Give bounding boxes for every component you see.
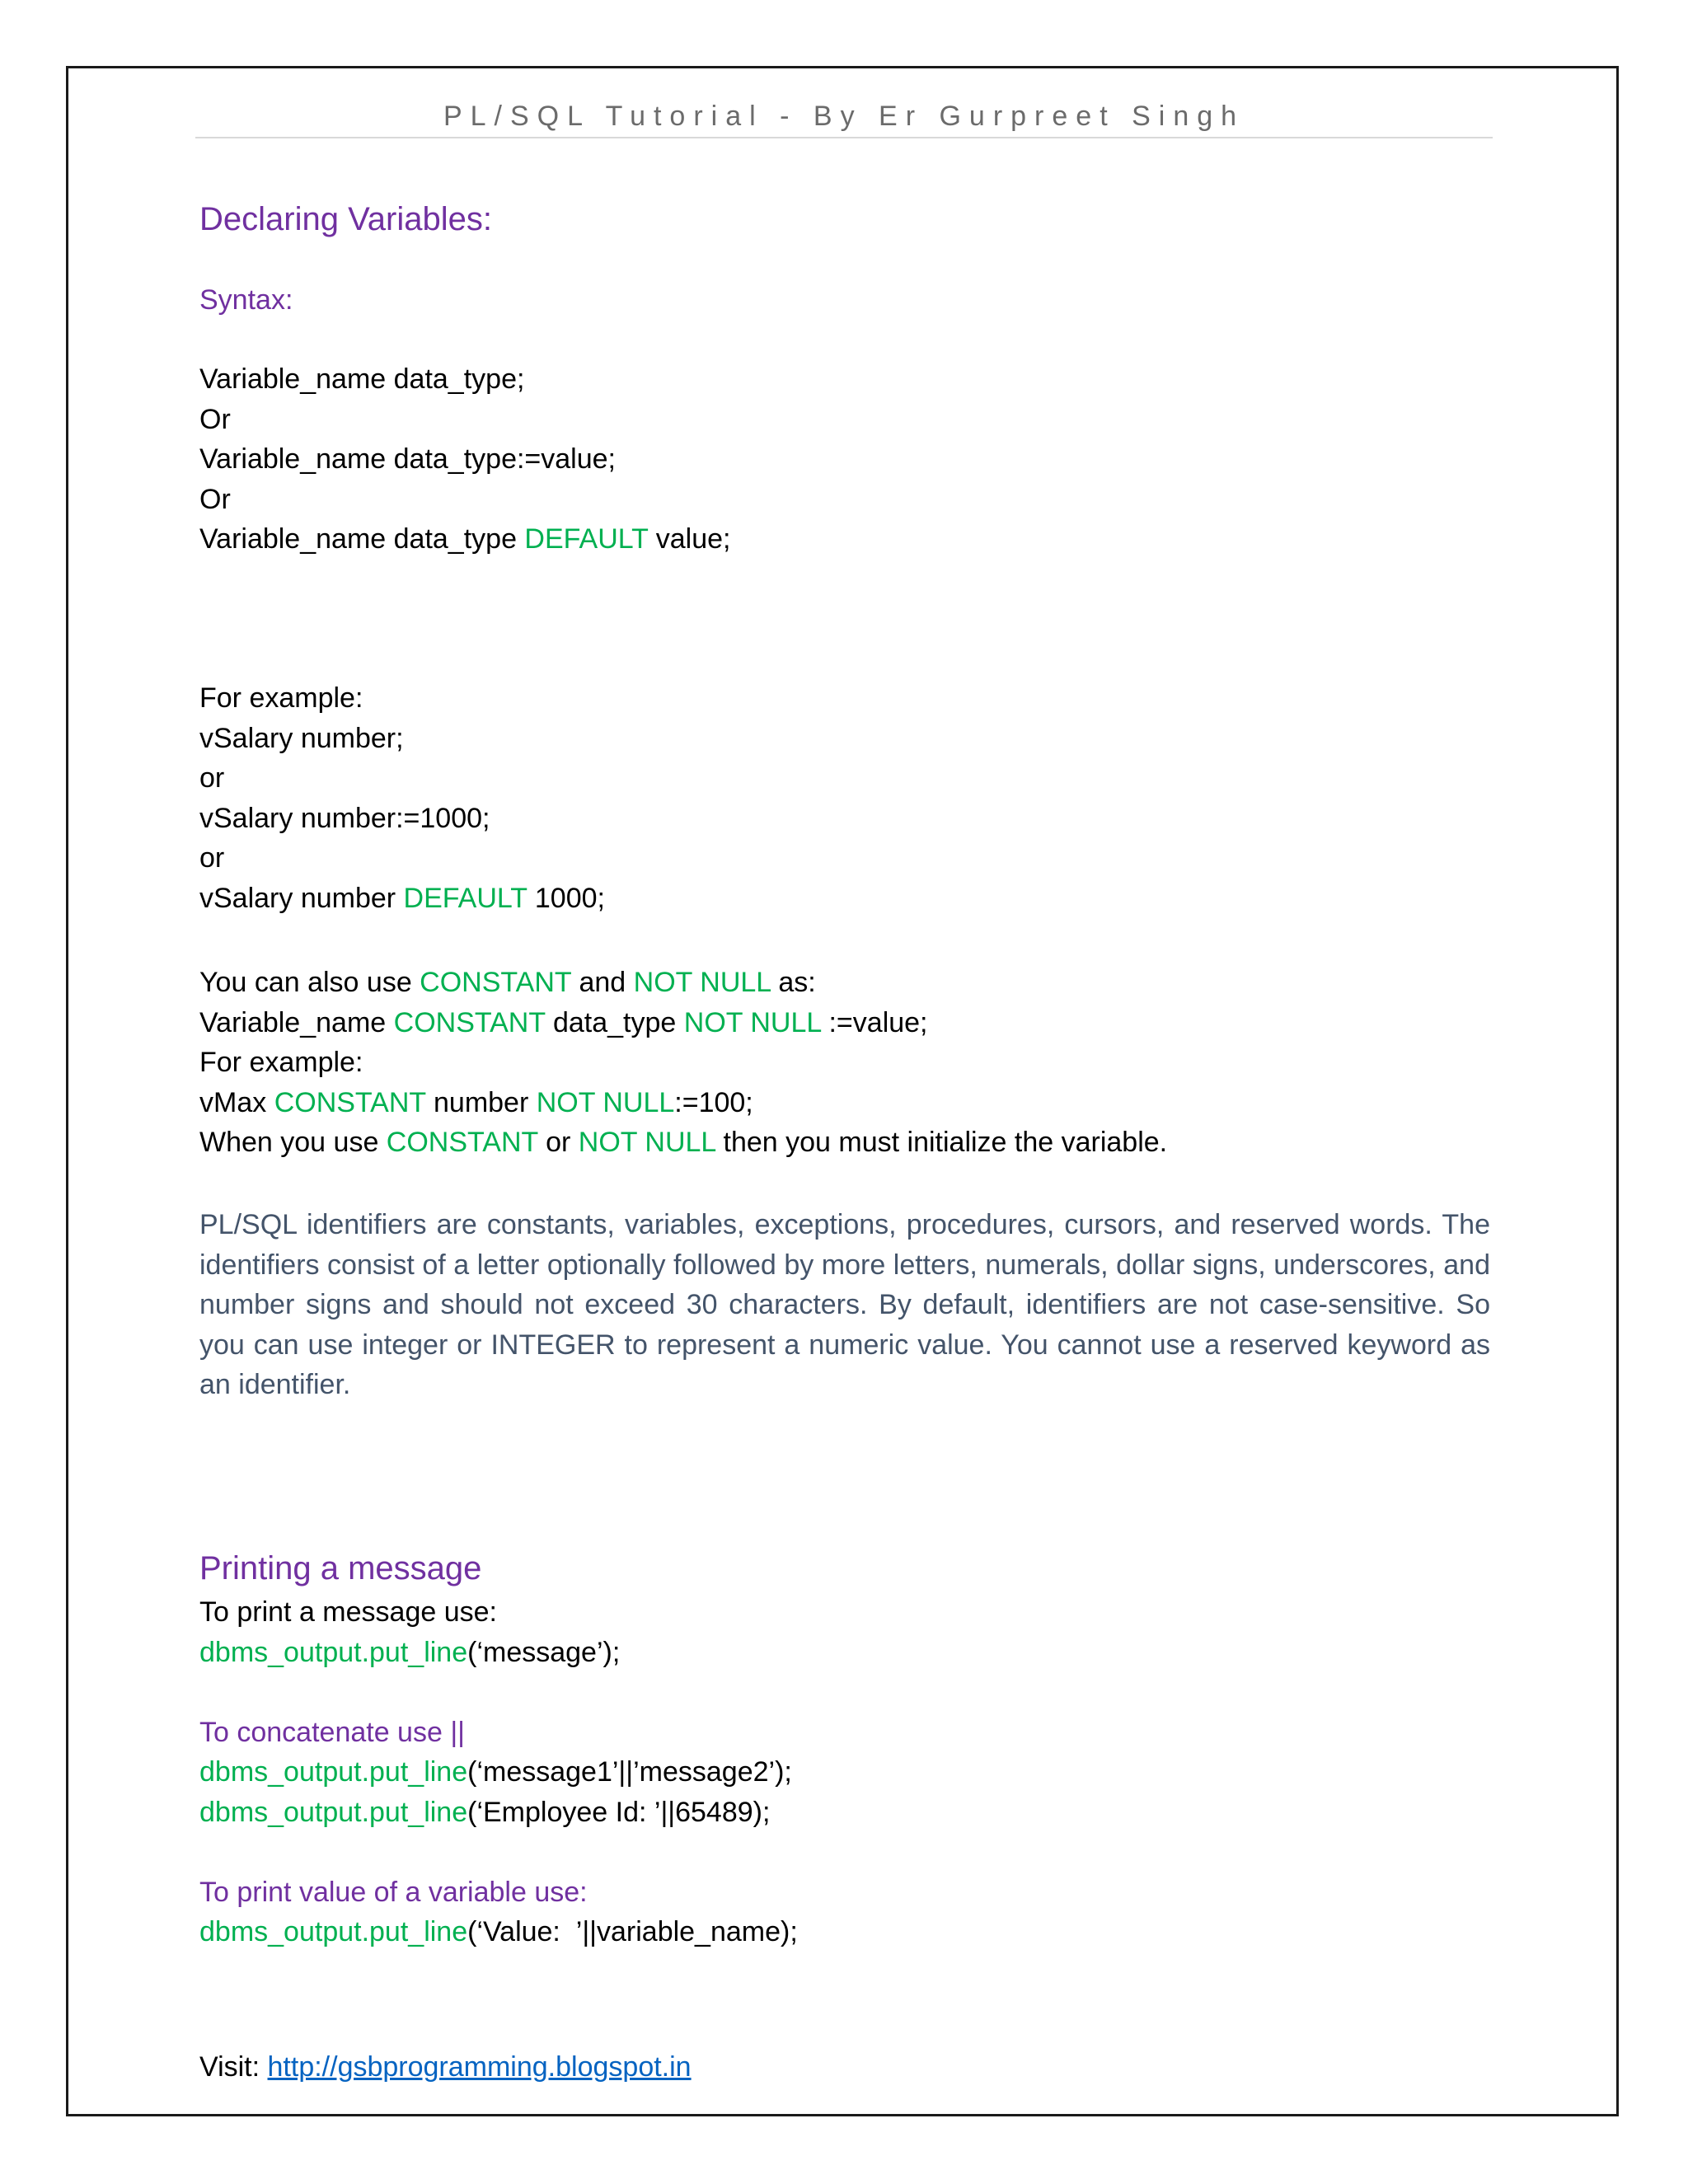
syntax-line: Variable_name data_type:=value; [199,443,617,475]
keyword-not-null: NOT NULL [578,1127,716,1158]
heading-declaring-variables: Declaring Variables: [199,201,492,237]
keyword-not-null: NOT NULL [683,1006,822,1038]
keyword-constant: CONSTANT [386,1127,538,1158]
example-block [199,678,605,918]
constant-block [199,963,1167,1163]
keyword-default: DEFAULT [403,882,528,914]
concat-code-line: dbms_output.put_line(‘Employee Id: ’||65489); [199,1796,771,1828]
print-block [199,1592,798,1952]
page-header: PL/SQL Tutorial - By Er Gurpreet Singh [443,101,1245,132]
example-or: or [199,762,225,794]
header-divider [195,137,1493,138]
constant-line: vMax CONSTANT number NOT NULL:=100; [199,1086,753,1118]
keyword-constant: CONSTANT [420,967,572,998]
function-name: dbms_output.put_line [199,1636,468,1668]
print-code-line: dbms_output.put_line(‘message’); [199,1636,621,1668]
footer-visit [199,2047,692,2088]
keyword-default: DEFAULT [524,523,649,555]
keyword-constant: CONSTANT [274,1086,426,1118]
syntax-block [199,359,731,560]
constant-example-label: For example: [199,1047,363,1078]
keyword-not-null: NOT NULL [633,967,771,998]
syntax-line: Variable_name data_type; [199,363,525,395]
function-name: dbms_output.put_line [199,1916,468,1947]
visit-label: Visit: [199,2051,268,2083]
heading-printing-message: Printing a message [199,1550,482,1586]
variable-print-label: To print value of a variable use: [199,1876,588,1908]
constant-line: When you use CONSTANT or NOT NULL then you must initialize the variable. [199,1127,1168,1158]
identifiers-paragraph: PL/SQL identifiers are constants, variables, exceptions, procedures, cursors, and reserved words. The identifiers consist of a letter optionally followed by more letters, numerals, dollar signs, underscores, and number signs and should not exceed 30 characters. By default, identifiers are not case-sensitive. So you can use integer or INTEGER to represent a numeric value. You cannot use a reserved keyword as an identifier. [199,1209,1490,1400]
example-label: For example: [199,682,363,714]
example-line: vSalary number; [199,722,404,754]
example-or: or [199,842,225,874]
function-name: dbms_output.put_line [199,1756,468,1788]
print-intro: To print a message use: [199,1596,497,1628]
concat-code-line: dbms_output.put_line(‘message1’||’message2’); [199,1756,792,1788]
function-name: dbms_output.put_line [199,1796,468,1828]
variable-print-code-line: dbms_output.put_line(‘Value: ’||variable_name); [199,1916,798,1947]
syntax-or: Or [199,403,231,435]
keyword-not-null: NOT NULL [536,1086,675,1118]
concat-label: To concatenate use || [199,1716,465,1748]
syntax-label: Syntax: [199,284,293,316]
blog-link[interactable]: http://gsbprogramming.blogspot.in [267,2051,692,2083]
syntax-or: Or [199,483,231,515]
constant-line: Variable_name CONSTANT data_type NOT NULL :=value; [199,1006,928,1038]
example-line: vSalary number DEFAULT 1000; [199,882,605,914]
keyword-constant: CONSTANT [393,1006,546,1038]
constant-line: You can also use CONSTANT and NOT NULL as: [199,967,816,998]
example-line: vSalary number:=1000; [199,802,490,834]
syntax-line: Variable_name data_type DEFAULT value; [199,523,731,555]
